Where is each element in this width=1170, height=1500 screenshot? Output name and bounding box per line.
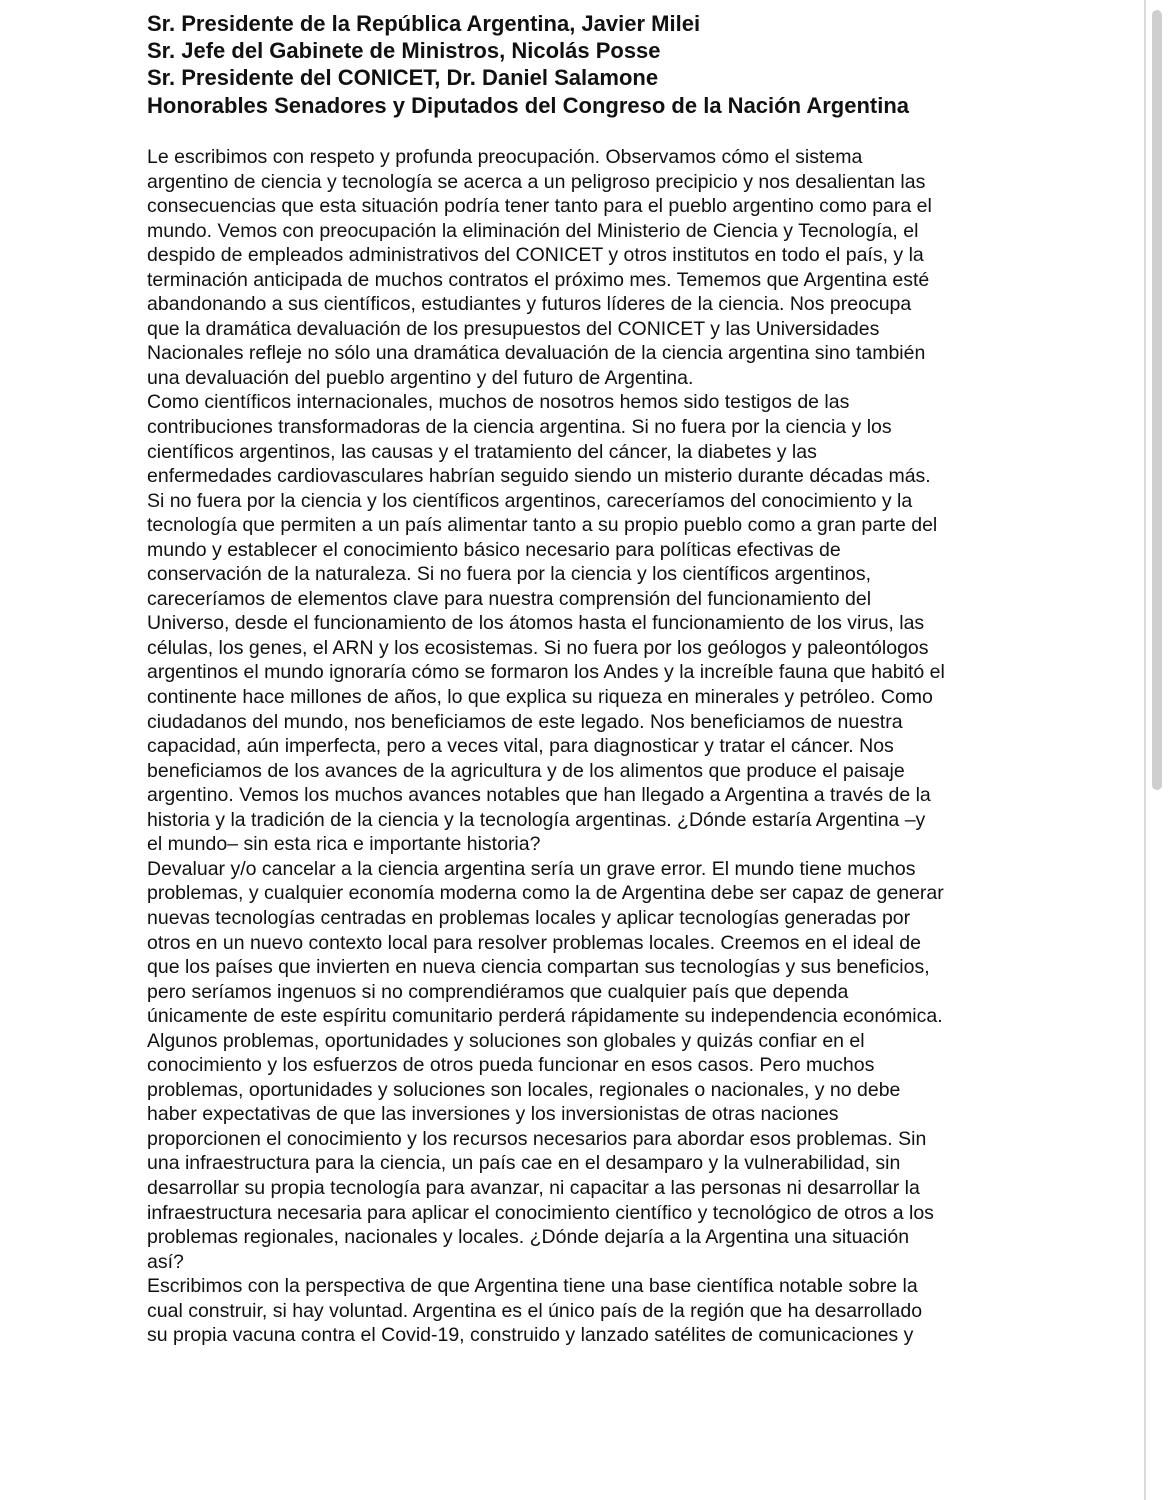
body-line: proporcionen el conocimiento y los recursos necesarios para abordar esos problemas. Sin <box>147 1127 927 1150</box>
body-line: argentino de ciencia y tecnología se acerca a un peligroso precipicio y nos desalientan las <box>147 170 926 193</box>
body-line: cual construir, si hay voluntad. Argentina es el único país de la región que ha desarrollado <box>147 1299 923 1322</box>
body-line: problemas regionales, nacionales y locales. ¿Dónde dejaría a la Argentina una situación <box>147 1226 910 1249</box>
body-line: una infraestructura para la ciencia, un país cae en el desamparo y la vulnerabilidad, sin <box>147 1152 901 1175</box>
addressee-cabinet-chief: Sr. Jefe del Gabinete de Ministros, Nicolás Posse <box>147 38 661 64</box>
body-line: capacidad, aún imperfecta, pero a veces vital, para diagnosticar y tratar el cáncer. Nos <box>147 735 894 758</box>
body-line: únicamente de este espíritu comunitario perderá rápidamente su independencia económica. <box>147 1005 943 1028</box>
body-line: que los países que invierten en nueva ciencia compartan sus tecnologías y sus beneficios, <box>147 956 930 979</box>
body-line: otros en un nuevo contexto local para resolver problemas locales. Creemos en el ideal de <box>147 931 921 954</box>
body-line: argentinos el mundo ignoraría cómo se formaron los Andes y la increíble fauna que habitó el <box>147 661 945 684</box>
letter-addressees <box>147 10 1127 119</box>
letter-body <box>147 145 1127 1348</box>
body-line: Como científicos internacionales, muchos de nosotros hemos sido testigos de las <box>147 391 850 414</box>
body-line: argentino. Vemos los muchos avances notables que han llegado a Argentina a través de la <box>147 784 931 807</box>
scrollbar-thumb[interactable] <box>1152 10 1162 790</box>
body-line: problemas, y cualquier economía moderna como la de Argentina debe ser capaz de generar <box>147 882 944 905</box>
body-line: una devaluación del pueblo argentino y del futuro de Argentina. <box>147 366 694 389</box>
body-line: Universo, desde el funcionamiento de los átomos hasta el funcionamiento de los virus, las <box>147 612 925 635</box>
body-line: que la dramática devaluación de los presupuestos del CONICET y las Universidades <box>147 317 880 340</box>
body-line: Devaluar y/o cancelar a la ciencia argentina sería un grave error. El mundo tiene muchos <box>147 857 916 880</box>
body-line: haber expectativas de que las inversiones y los inversionistas de otras naciones <box>147 1103 839 1126</box>
body-line: enfermedades cardiovasculares habrían seguido siendo un misterio durante décadas más. <box>147 465 931 488</box>
body-line: células, los genes, el ARN y los ecosistemas. Si no fuera por los geólogos y paleontólogos <box>147 636 929 659</box>
addressee-conicet-president: Sr. Presidente del CONICET, Dr. Daniel Salamone <box>147 65 659 91</box>
body-line: consecuencias que esta situación podría tener tanto para el pueblo argentino como para el <box>147 195 932 218</box>
body-line: Le escribimos con respeto y profunda preocupación. Observamos cómo el sistema <box>147 146 863 168</box>
body-line: ciudadanos del mundo, nos beneficiamos de este legado. Nos beneficiamos de nuestra <box>147 710 903 733</box>
body-line: conocimiento y los esfuerzos de otros pueda funcionar en esos casos. Pero muchos <box>147 1054 875 1077</box>
body-line: mundo y establecer el conocimiento básico necesario para políticas efectivas de <box>147 538 841 561</box>
body-line: Escribimos con la perspectiva de que Argentina tiene una base científica notable sobre la <box>147 1275 918 1298</box>
body-line: careceríamos de elementos clave para nuestra comprensión del funcionamiento del <box>147 587 872 610</box>
body-line: Algunos problemas, oportunidades y soluciones son globales y quizás confiar en el <box>147 1029 865 1052</box>
body-line: historia y la tradición de la ciencia y la tecnología argentinas. ¿Dónde estaría Argentina –y <box>147 808 926 831</box>
body-line: terminación anticipada de muchos contratos el próximo mes. Tememos que Argentina esté <box>147 268 930 291</box>
body-line: científicos argentinos, las causas y el tratamiento del cáncer, la diabetes y las <box>147 440 817 463</box>
body-line: así? <box>147 1250 184 1273</box>
body-line: mundo. Vemos con preocupación la eliminación del Ministerio de Ciencia y Tecnología, el <box>147 219 919 242</box>
body-line: Nacionales refleje no sólo una dramática devaluación de la ciencia argentina sino también <box>147 342 926 365</box>
body-line: continente hace millones de años, lo que explica su riqueza en minerales y petróleo. Como <box>147 686 933 709</box>
body-line: infraestructura necesaria para aplicar el conocimiento científico y tecnológico de otros a los <box>147 1201 934 1224</box>
body-line: despido de empleados administrativos del CONICET y otros institutos en todo el país, y la <box>147 244 924 267</box>
body-line: conservación de la naturaleza. Si no fuera por la ciencia y los científicos argentinos, <box>147 563 872 586</box>
body-line: Si no fuera por la ciencia y los científicos argentinos, careceríamos del conocimiento y la <box>147 489 913 512</box>
body-line: el mundo– sin esta rica e importante historia? <box>147 833 541 856</box>
body-line: problemas, oportunidades y soluciones son locales, regionales o nacionales, y no debe <box>147 1078 901 1101</box>
addressee-president: Sr. Presidente de la República Argentina, Javier Milei <box>147 11 701 36</box>
body-line: desarrollar su propia tecnología para avanzar, ni capacitar a las personas ni desarrollar la <box>147 1176 920 1199</box>
addressee-congress: Honorables Senadores y Diputados del Congreso de la Nación Argentina <box>147 92 909 118</box>
body-line: pero seríamos ingenuos si no comprendiéramos que cualquier país que dependa <box>147 980 849 1003</box>
body-line: nuevas tecnologías centradas en problemas locales y aplicar tecnologías generadas por <box>147 906 911 929</box>
body-line: tecnología que permiten a un país alimentar tanto a su propio pueblo como a gran parte del <box>147 514 938 537</box>
body-line: abandonando a sus científicos, estudiantes y futuros líderes de la ciencia. Nos preocupa <box>147 293 912 316</box>
body-line: contribuciones transformadoras de la ciencia argentina. Si no fuera por la ciencia y los <box>147 416 892 439</box>
body-line: su propia vacuna contra el Covid-19, construido y lanzado satélites de comunicaciones y <box>147 1324 914 1347</box>
body-line: beneficiamos de los avances de la agricultura y de los alimentos que produce el paisaje <box>147 759 905 782</box>
